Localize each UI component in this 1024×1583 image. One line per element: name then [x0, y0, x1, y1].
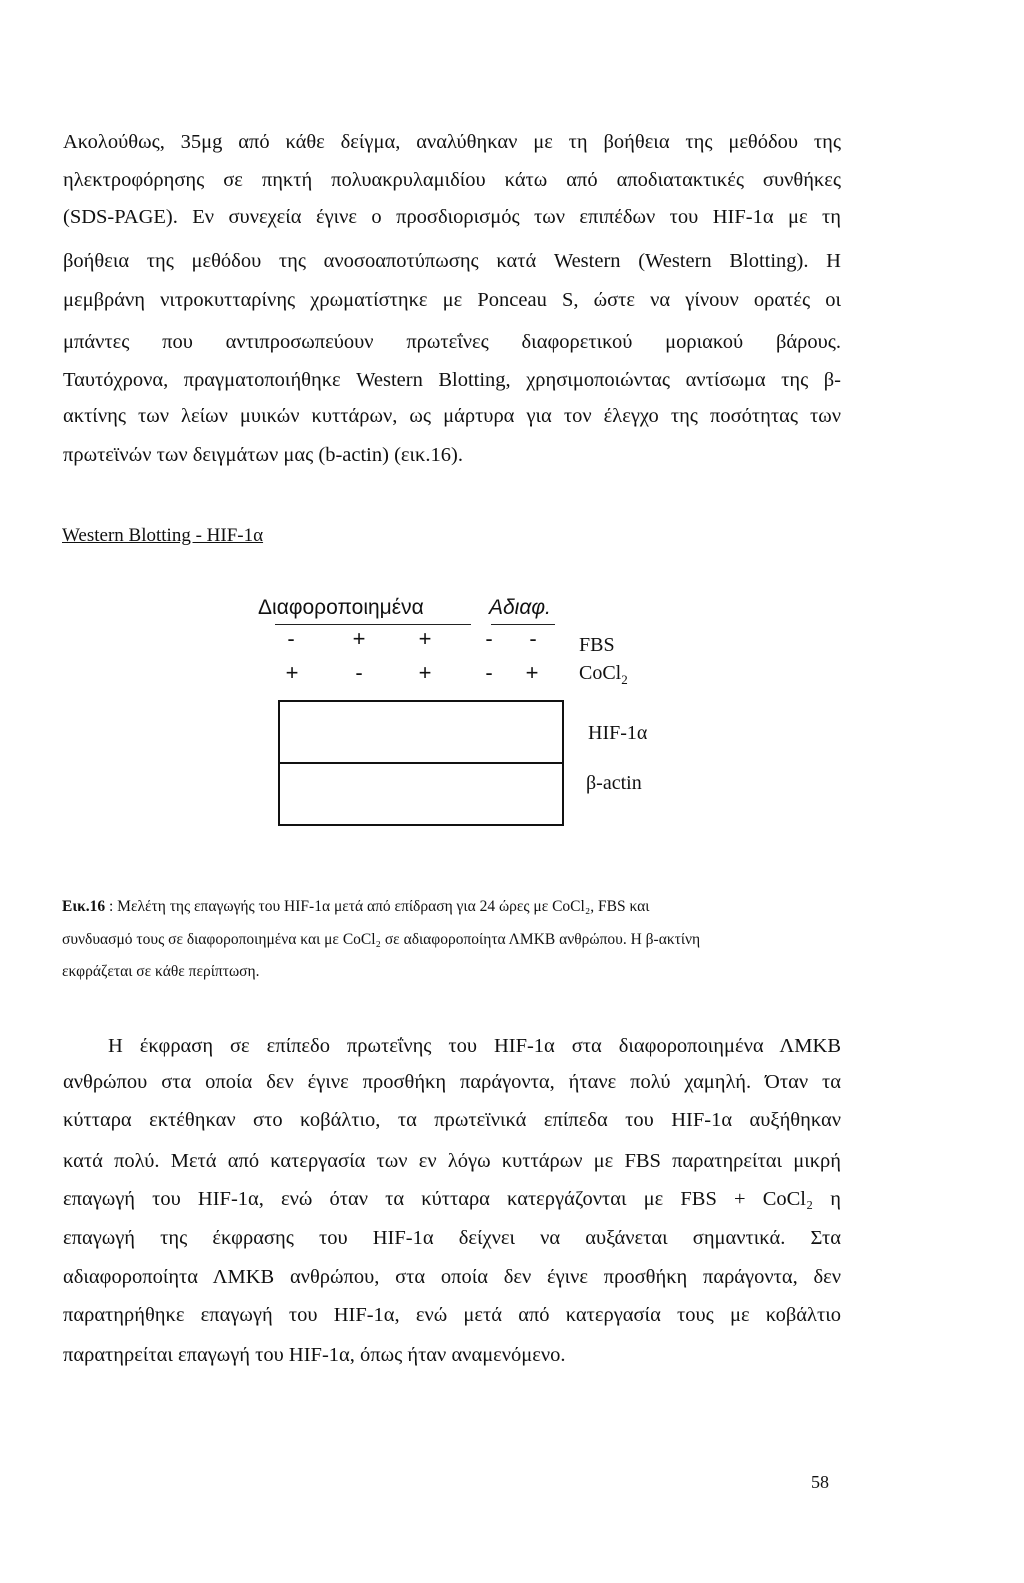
page-number: 58	[811, 1472, 829, 1492]
caption-line-3: εκφράζεται σε κάθε περίπτωση.	[62, 963, 260, 980]
fbs-label: FBS	[579, 634, 615, 656]
sign-cell: -	[355, 660, 363, 685]
text-line: κύτταρα εκτέθηκαν στο κοβάλτιο, τα πρωτεϊνικά επίπεδα του HIF-1α αυξήθηκαν	[63, 1109, 841, 1131]
text-line: ανθρώπου στα οποία δεν έγινε προσθήκη παράγοντα, ήτανε πολύ χαμηλή. Όταν τα	[63, 1071, 841, 1093]
sign-cell: +	[285, 660, 299, 685]
sign-cell: -	[485, 626, 493, 651]
text-line: βοήθεια της μεθόδου της ανοσοαποτύπωσης κατά Western (Western Blotting). Η	[63, 250, 841, 272]
group-rule-undifferentiated	[491, 624, 555, 625]
caption-line	[62, 898, 649, 916]
text-line: αδιαφοροποίητα ΛΜΚΒ ανθρώπου, στα οποία δεν έγινε προσθήκη παράγοντα, δεν	[63, 1266, 841, 1288]
sign-cell: -	[287, 626, 295, 651]
group-label-differentiated: Διαφοροποιημένα	[258, 596, 424, 619]
text-line: παρατηρήθηκε επαγωγή του HIF-1α, ενώ μετά από κατεργασία τους με κοβάλτιο	[63, 1304, 841, 1326]
group-label-undifferentiated: Αδιαφ.	[489, 596, 551, 619]
cocl2-label	[579, 662, 628, 688]
caption-label: Εικ.16	[62, 898, 106, 915]
figure-heading: Western Blotting - HIF-1α	[62, 525, 264, 546]
text-line: παρατηρείται επαγωγή του HIF-1α, όπως ήταν αναμενόμενο.	[63, 1344, 566, 1366]
text-line: μπάντες που αντιπροσωπεύουν πρωτεΐνες διαφορετικού μοριακού βάρους.	[63, 331, 841, 353]
text-line: Η έκφραση σε επίπεδο πρωτεΐνης του HIF-1α στα διαφοροποιημένα ΛΜΚΒ	[108, 1035, 841, 1057]
cocl2-subscript: 2	[621, 672, 628, 687]
b-actin-blot-box	[278, 762, 564, 826]
text-line: επαγωγή του HIF-1α, ενώ όταν τα κύτταρα κατεργάζονται με FBS + CoCl₂ η	[63, 1188, 841, 1210]
text-line: ακτίνης των λείων μυικών κυττάρων, ως μάρτυρα για τον έλεγχο της ποσότητας των	[63, 405, 841, 427]
sign-cell: +	[418, 626, 432, 651]
text-line: (SDS-PAGE). Εν συνεχεία έγινε ο προσδιορισμός των επιπέδων του HIF-1α με τη	[63, 206, 841, 228]
sign-cell: +	[352, 626, 366, 651]
sign-cell: -	[485, 660, 493, 685]
text-line: ηλεκτροφόρησης σε πηκτή πολυακρυλαμιδίου κάτω από αποδιατακτικές συνθήκες	[63, 169, 841, 191]
caption-line-1: : Μελέτη της επαγωγής του HIF-1α μετά από επίδραση για 24 ώρες με CoCl₂, FBS και	[105, 898, 650, 915]
hif1a-blot-box	[278, 700, 564, 764]
text-line: επαγωγή της έκφρασης του HIF-1α δείχνει να αυξάνεται σημαντικά. Στα	[63, 1227, 841, 1249]
cocl2-label-text: CoCl	[579, 662, 622, 684]
sign-cell: -	[529, 626, 537, 651]
b-actin-band-label: β-actin	[586, 772, 642, 794]
text-line: πρωτεϊνών των δειγμάτων μας (b-actin) (εικ.16).	[63, 444, 463, 466]
sign-cell: +	[525, 660, 539, 685]
hif1a-band-label: HIF-1α	[588, 722, 648, 744]
text-line: Ταυτόχρονα, πραγματοποιήθηκε Western Blotting, χρησιμοποιώντας αντίσωμα της β-	[63, 369, 841, 391]
caption-line-2: συνδυασμό τους σε διαφοροποιημένα και με CoCl₂ σε αδιαφοροποίητα ΛΜΚΒ ανθρώπου. Η β-ακτίνη	[62, 931, 701, 948]
text-line: Ακολούθως, 35μg από κάθε δείγμα, αναλύθηκαν με τη βοήθεια της μεθόδου της	[63, 131, 841, 153]
text-line: κατά πολύ. Μετά από κατεργασία των εν λόγω κυττάρων με FBS παρατηρείται μικρή	[63, 1150, 841, 1172]
text-line: μεμβράνη νιτροκυτταρίνης χρωματίστηκε με Ponceau S, ώστε να γίνουν ορατές οι	[63, 289, 841, 311]
sign-cell: +	[418, 660, 432, 685]
group-rule-differentiated	[275, 624, 471, 625]
